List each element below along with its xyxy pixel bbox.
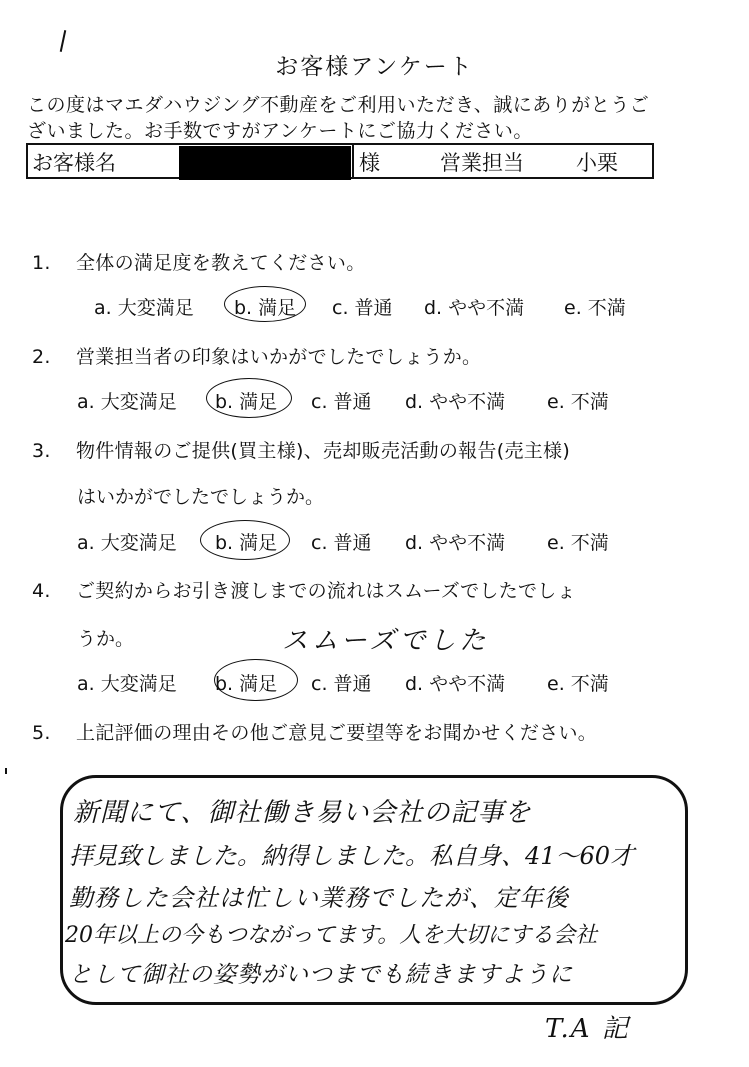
option-e[interactable]: e. 不満: [547, 673, 609, 695]
customer-info-box: [26, 143, 654, 179]
question-3-options: [77, 528, 609, 555]
question-text: 上記評価の理由その他ご意見ご要望等をお聞かせください。: [76, 722, 598, 744]
option-a[interactable]: a. 大変満足: [94, 297, 194, 319]
option-c[interactable]: c. 普通: [311, 532, 372, 554]
intro-line-1: この度はマエダハウジング不動産をご利用いただき、誠にありがとうご: [27, 94, 650, 116]
question-text: 全体の満足度を教えてください。: [76, 252, 366, 274]
option-a[interactable]: a. 大変満足: [77, 532, 177, 554]
option-b[interactable]: b. 満足: [215, 532, 278, 554]
question-number: 3.: [32, 440, 51, 462]
question-number: 5.: [32, 722, 51, 744]
question-3: [32, 436, 570, 463]
option-d[interactable]: d. やや不満: [405, 673, 506, 695]
scan-mark: [5, 768, 7, 774]
question-1-options: [94, 293, 626, 320]
question-2-options: [77, 387, 609, 414]
option-c[interactable]: c. 普通: [311, 391, 372, 413]
question-1: [32, 248, 366, 275]
customer-name-label: お客様名: [32, 151, 116, 175]
comment-line-5: として御社の姿勢がいつまでも続きますように: [69, 962, 573, 988]
selected-answer-circle: [214, 659, 298, 701]
option-b[interactable]: b. 満足: [215, 673, 278, 695]
question-4-options: [77, 669, 609, 696]
question-text: ご契約からお引き渡しまでの流れはスムーズでしたでしょ: [76, 580, 576, 602]
question-2: [32, 342, 481, 369]
question-4: [32, 576, 576, 603]
option-d[interactable]: d. やや不満: [405, 391, 506, 413]
question-text: 営業担当者の印象はいかがでしたでしょうか。: [76, 346, 482, 368]
option-c[interactable]: c. 普通: [332, 297, 393, 319]
comment-line-2: 拝見致しました。納得しました。私自身、41～60才: [69, 842, 635, 870]
option-e[interactable]: e. 不満: [564, 297, 626, 319]
question-3-line-2: はいかがでしたでしょうか。: [77, 486, 325, 508]
handwritten-note: スムーズでした: [282, 626, 490, 656]
option-b[interactable]: b. 満足: [234, 297, 297, 319]
sales-rep-label: 営業担当: [440, 151, 524, 175]
option-d[interactable]: d. やや不満: [405, 532, 506, 554]
sales-rep-name: 小栗: [576, 151, 618, 175]
option-c[interactable]: c. 普通: [311, 673, 372, 695]
option-a[interactable]: a. 大変満足: [77, 673, 177, 695]
comment-line-4: 20年以上の今もつながってます。人を大切にする会社: [65, 923, 598, 948]
selected-answer-circle: [206, 378, 292, 418]
option-b[interactable]: b. 満足: [215, 391, 278, 413]
comment-line-1: 新聞にて、御社働き易い会社の記事を: [73, 798, 532, 828]
option-a[interactable]: a. 大変満足: [77, 391, 177, 413]
question-text: 物件情報のご提供(買主様)、売却販売活動の報告(売主様): [76, 440, 571, 462]
option-e[interactable]: e. 不満: [547, 391, 609, 413]
option-d[interactable]: d. やや不満: [424, 297, 525, 319]
signature: T.A 記: [545, 1014, 630, 1044]
redacted-customer-name: [179, 146, 351, 180]
survey-title: お客様アンケート: [275, 54, 474, 80]
selected-answer-circle: [224, 286, 306, 322]
comment-line-3: 勤務した会社は忙しい業務でしたが、定年後: [69, 884, 569, 912]
box-divider: [352, 145, 354, 177]
selected-answer-circle: [200, 520, 290, 560]
question-number: 2.: [32, 346, 51, 368]
question-number: 4.: [32, 580, 51, 602]
honorific-label: 様: [359, 151, 380, 175]
intro-line-2: ざいました。お手数ですがアンケートにご協力ください。: [27, 120, 533, 142]
question-number: 1.: [32, 252, 51, 274]
question-5: [32, 718, 597, 745]
option-e[interactable]: e. 不満: [547, 532, 609, 554]
comment-box: [60, 775, 688, 1005]
question-4-line-2: うか。: [77, 628, 135, 650]
